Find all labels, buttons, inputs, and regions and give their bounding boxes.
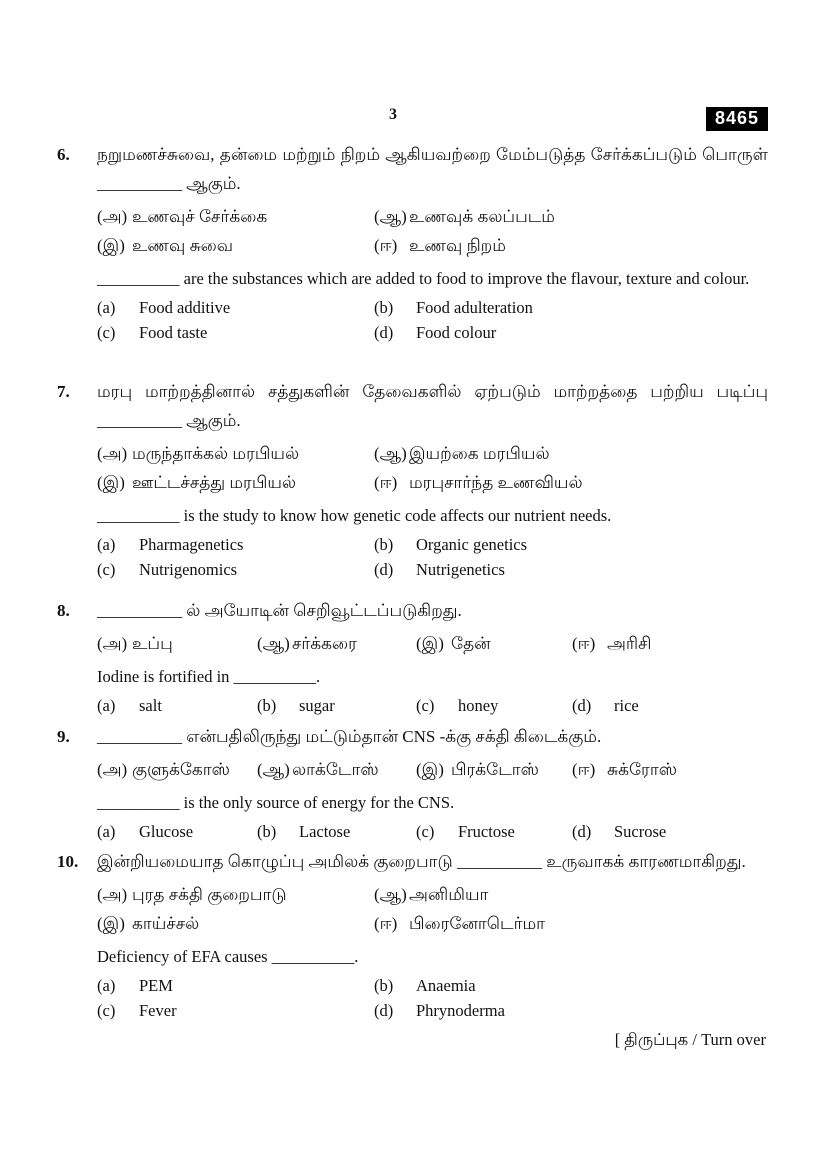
english-option-label: (c) bbox=[97, 323, 116, 342]
question-body bbox=[97, 377, 768, 582]
tamil-option bbox=[374, 202, 768, 231]
english-option bbox=[97, 998, 374, 1023]
tamil-option-text: மருந்தாக்கல் மரபியல் bbox=[132, 444, 300, 463]
tamil-option-label: (ஈ) bbox=[374, 473, 398, 492]
tamil-option-text: தேன் bbox=[451, 634, 491, 653]
question-number: 8. bbox=[57, 601, 70, 620]
question-tamil-stem: நறுமணச்சுவை, தன்மை மற்றும் நிறம் ஆகியவற்றை மேம்படுத்த சேர்க்கப்படும் பொருள் __________ ஆகும். bbox=[97, 145, 768, 193]
tamil-option bbox=[374, 439, 768, 468]
tamil-option-text: குளுக்கோஸ் bbox=[132, 760, 230, 779]
english-options bbox=[97, 532, 768, 582]
tamil-option-label: (இ) bbox=[97, 473, 125, 492]
english-option-label: (b) bbox=[374, 976, 394, 995]
tamil-option-label: (அ) bbox=[97, 885, 128, 904]
english-option-text: PEM bbox=[139, 976, 173, 995]
english-option-label: (a) bbox=[97, 696, 116, 715]
english-option-label: (a) bbox=[97, 822, 116, 841]
english-option bbox=[374, 295, 768, 320]
english-option-label: (d) bbox=[374, 1001, 394, 1020]
tamil-option-text: உணவுச் சேர்க்கை bbox=[132, 207, 268, 226]
english-options bbox=[97, 819, 768, 844]
question-block bbox=[57, 847, 768, 1023]
page-number: 3 bbox=[389, 106, 397, 123]
english-option-label: (a) bbox=[97, 535, 116, 554]
tamil-option bbox=[374, 231, 768, 260]
tamil-option bbox=[97, 880, 374, 909]
english-option-label: (c) bbox=[416, 696, 435, 715]
english-option-label: (b) bbox=[374, 535, 394, 554]
tamil-option bbox=[97, 909, 374, 938]
tamil-option-label: (ஆ) bbox=[374, 207, 407, 226]
english-option bbox=[97, 557, 374, 582]
tamil-option bbox=[572, 629, 768, 658]
english-option-text: Food colour bbox=[416, 323, 497, 342]
english-option bbox=[374, 532, 768, 557]
english-option-text: sugar bbox=[299, 696, 335, 715]
question-block bbox=[57, 140, 768, 345]
tamil-option-label: (இ) bbox=[416, 634, 444, 653]
tamil-option-text: அரிசி bbox=[607, 634, 652, 653]
english-option-label: (d) bbox=[374, 323, 394, 342]
question-block bbox=[57, 722, 768, 844]
tamil-option-label: (ஆ) bbox=[257, 634, 290, 653]
question-block bbox=[57, 596, 768, 718]
english-option-label: (c) bbox=[97, 560, 116, 579]
english-option-text: Glucose bbox=[139, 822, 194, 841]
tamil-option bbox=[97, 439, 374, 468]
english-option bbox=[374, 557, 768, 582]
tamil-option-text: காய்ச்சல் bbox=[132, 914, 200, 933]
english-option-text: salt bbox=[139, 696, 162, 715]
tamil-option bbox=[97, 202, 374, 231]
english-option bbox=[97, 973, 374, 998]
tamil-option bbox=[97, 755, 257, 784]
question-number: 9. bbox=[57, 727, 70, 746]
turn-over-note: [ திருப்புக / Turn over bbox=[614, 1030, 766, 1049]
english-option bbox=[257, 693, 416, 718]
question-list bbox=[57, 0, 768, 1169]
english-options bbox=[97, 693, 768, 718]
english-option-text: Nutrigenetics bbox=[416, 560, 505, 579]
tamil-option-label: (ஆ) bbox=[257, 760, 290, 779]
question-english-stem: Iodine is fortified in __________. bbox=[97, 667, 321, 686]
tamil-option bbox=[374, 468, 768, 497]
english-option-text: rice bbox=[614, 696, 639, 715]
question-tamil-stem: மரபு மாற்றத்தினால் சத்துகளின் தேவைகளில் ஏற்படும் மாற்றத்தை பற்றிய படிப்பு __________ ஆகும். bbox=[97, 382, 768, 430]
english-option bbox=[97, 532, 374, 557]
english-option bbox=[374, 320, 768, 345]
question-body bbox=[97, 847, 768, 1023]
tamil-option bbox=[97, 468, 374, 497]
question-tamil-stem: __________ என்பதிலிருந்து மட்டும்தான் CNS -க்கு சக்தி கிடைக்கும். bbox=[97, 727, 602, 746]
tamil-option-label: (இ) bbox=[97, 236, 125, 255]
tamil-option-label: (அ) bbox=[97, 444, 128, 463]
question-number: 6. bbox=[57, 145, 70, 164]
english-options bbox=[97, 973, 768, 1023]
question-number: 10. bbox=[57, 852, 79, 871]
tamil-option bbox=[416, 755, 572, 784]
tamil-option-text: உணவுக் கலப்படம் bbox=[409, 207, 555, 226]
tamil-options bbox=[97, 439, 768, 497]
english-option bbox=[374, 973, 768, 998]
question-block bbox=[57, 377, 768, 582]
tamil-option-text: மரபுசார்ந்த உணவியல் bbox=[409, 473, 583, 492]
tamil-option bbox=[97, 231, 374, 260]
english-option-text: Food adulteration bbox=[416, 298, 533, 317]
english-option-text: Sucrose bbox=[614, 822, 667, 841]
tamil-options bbox=[97, 202, 768, 260]
tamil-option-text: சுக்ரோஸ் bbox=[607, 760, 677, 779]
english-option bbox=[257, 819, 416, 844]
tamil-option-text: உணவு நிறம் bbox=[409, 236, 506, 255]
tamil-option-text: உணவு சுவை bbox=[132, 236, 234, 255]
tamil-option-label: (அ) bbox=[97, 634, 128, 653]
tamil-option bbox=[416, 629, 572, 658]
question-number: 7. bbox=[57, 382, 70, 401]
question-english-stem: Deficiency of EFA causes __________. bbox=[97, 947, 359, 966]
english-option bbox=[97, 320, 374, 345]
english-option bbox=[572, 693, 768, 718]
tamil-options bbox=[97, 880, 768, 938]
question-tamil-stem: இன்றியமையாத கொழுப்பு அமிலக் குறைபாடு __________ உருவாகக் காரணமாகிறது. bbox=[97, 852, 746, 871]
tamil-option-label: (அ) bbox=[97, 760, 128, 779]
tamil-options bbox=[97, 629, 768, 658]
tamil-option-label: (ஆ) bbox=[374, 885, 407, 904]
english-option bbox=[416, 819, 572, 844]
english-option-text: honey bbox=[458, 696, 499, 715]
english-option-text: Fructose bbox=[458, 822, 515, 841]
english-option-text: Food taste bbox=[139, 323, 208, 342]
english-option-label: (c) bbox=[97, 1001, 116, 1020]
tamil-option-label: (ஈ) bbox=[572, 760, 596, 779]
english-option bbox=[572, 819, 768, 844]
english-option-label: (a) bbox=[97, 976, 116, 995]
english-option-text: Organic genetics bbox=[416, 535, 528, 554]
tamil-option bbox=[374, 880, 768, 909]
english-option-label: (d) bbox=[572, 822, 592, 841]
tamil-option-text: இயற்கை மரபியல் bbox=[409, 444, 550, 463]
question-english-stem: __________ is the only source of energy for the CNS. bbox=[97, 793, 455, 812]
tamil-option-text: லாக்டோஸ் bbox=[292, 760, 379, 779]
tamil-option-text: உப்பு bbox=[132, 634, 173, 653]
english-option-text: Fever bbox=[139, 1001, 177, 1020]
question-body bbox=[97, 722, 768, 844]
english-option-text: Lactose bbox=[299, 822, 351, 841]
english-options bbox=[97, 295, 768, 345]
tamil-option-label: (ஈ) bbox=[374, 914, 398, 933]
english-option bbox=[97, 295, 374, 320]
english-option bbox=[97, 693, 257, 718]
english-option-text: Phrynoderma bbox=[416, 1001, 505, 1020]
english-option bbox=[97, 819, 257, 844]
tamil-option-label: (ஆ) bbox=[374, 444, 407, 463]
tamil-option-text: புரத சக்தி குறைபாடு bbox=[132, 885, 287, 904]
question-body bbox=[97, 596, 768, 718]
english-option-text: Food additive bbox=[139, 298, 231, 317]
tamil-option bbox=[572, 755, 768, 784]
tamil-options bbox=[97, 755, 768, 784]
english-option-label: (d) bbox=[572, 696, 592, 715]
tamil-option bbox=[374, 909, 768, 938]
english-option-label: (c) bbox=[416, 822, 435, 841]
question-english-stem: __________ is the study to know how genetic code affects our nutrient needs. bbox=[97, 506, 612, 525]
tamil-option-text: சர்க்கரை bbox=[292, 634, 357, 653]
english-option-label: (b) bbox=[257, 822, 277, 841]
tamil-option-label: (ஈ) bbox=[572, 634, 596, 653]
english-option-label: (a) bbox=[97, 298, 116, 317]
english-option-text: Anaemia bbox=[416, 976, 476, 995]
tamil-option bbox=[97, 629, 257, 658]
question-english-stem: __________ are the substances which are added to food to improve the flavour, texture and colour. bbox=[97, 269, 750, 288]
tamil-option-text: அனிமியா bbox=[409, 885, 489, 904]
question-tamil-stem: __________ ல் அயோடின் செறிவூட்டப்படுகிறது. bbox=[97, 601, 462, 620]
english-option bbox=[416, 693, 572, 718]
english-option-label: (b) bbox=[374, 298, 394, 317]
english-option-label: (b) bbox=[257, 696, 277, 715]
tamil-option-label: (இ) bbox=[416, 760, 444, 779]
english-option-text: Nutrigenomics bbox=[139, 560, 238, 579]
tamil-option-label: (ஈ) bbox=[374, 236, 398, 255]
tamil-option-text: பிரக்டோஸ் bbox=[451, 760, 539, 779]
english-option-label: (d) bbox=[374, 560, 394, 579]
tamil-option-label: (இ) bbox=[97, 914, 125, 933]
english-option-text: Pharmagenetics bbox=[139, 535, 244, 554]
english-option bbox=[374, 998, 768, 1023]
tamil-option-text: பிரைனோடெர்மா bbox=[409, 914, 546, 933]
paper-code-badge: 8465 bbox=[706, 107, 768, 131]
question-body bbox=[97, 140, 768, 345]
tamil-option-label: (அ) bbox=[97, 207, 128, 226]
tamil-option bbox=[257, 629, 416, 658]
tamil-option-text: ஊட்டச்சத்து மரபியல் bbox=[132, 473, 297, 492]
tamil-option bbox=[257, 755, 416, 784]
